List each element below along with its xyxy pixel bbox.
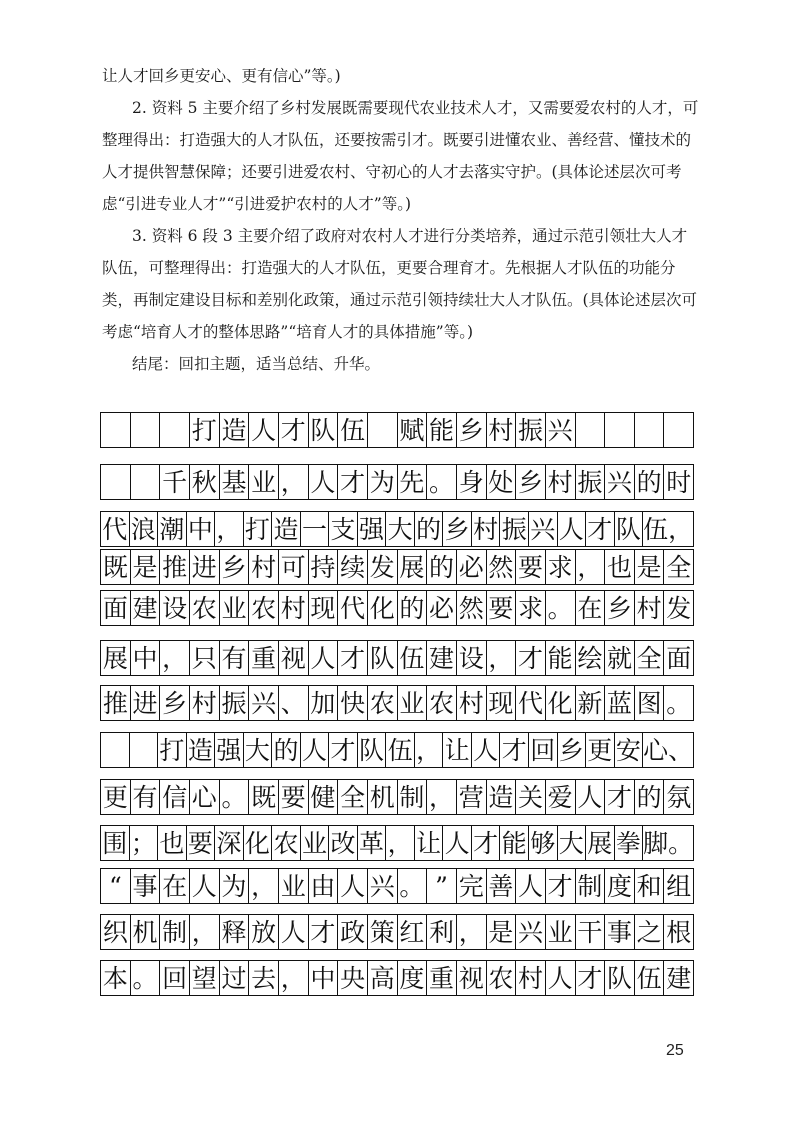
grid-cell: 才 <box>546 869 576 903</box>
grid-cell <box>101 413 131 447</box>
grid-cell: 推 <box>101 686 131 720</box>
grid-row <box>100 590 694 626</box>
grid-cell: 视 <box>279 641 309 675</box>
grid-cell: 振 <box>220 686 250 720</box>
grid-cell: 求 <box>516 591 546 625</box>
grid-cell: 是 <box>131 550 161 584</box>
grid-row <box>100 825 694 861</box>
grid-cell: 才 <box>338 641 368 675</box>
grid-cell <box>131 465 161 499</box>
grid-cell: 浪 <box>130 512 159 546</box>
grid-cell: 才 <box>279 413 309 447</box>
grid-cell: 望 <box>190 961 220 995</box>
grid-row <box>100 511 694 547</box>
grid-cell: 。 <box>220 780 250 814</box>
grid-cell: 农 <box>272 826 301 860</box>
grid-cell: 队 <box>605 961 635 995</box>
grid-cell: 可 <box>279 550 309 584</box>
grid-cell: 图 <box>635 686 665 720</box>
grid-cell <box>101 733 130 767</box>
grid-cell: 展 <box>398 550 428 584</box>
grid-cell: 现 <box>309 591 339 625</box>
grid-cell: 人 <box>309 465 339 499</box>
grid-cell: 进 <box>131 686 161 720</box>
grid-cell: 中 <box>131 641 161 675</box>
grid-cell: 造 <box>487 780 517 814</box>
grid-cell: 人 <box>279 915 309 949</box>
paragraph-material-6: 3. 资料 6 段 3 主要介绍了政府对农村人才进行分类培养，通过示范引领壮大人才队伍，可整理得出：打造强大的人才队伍，更要合理育才。先根据人才队伍的功能分类，再制定建设目标和差别化政策，通过示范引领持续壮大人才队伍。(具体论述层次可考虑“培育人才的整体思路”“培育人才的具体措施”等。) <box>102 227 698 341</box>
grid-cell: 续 <box>338 550 368 584</box>
grid-cell: 深 <box>215 826 244 860</box>
grid-cell: 就 <box>605 641 635 675</box>
grid-cell: 建 <box>664 961 694 995</box>
grid-cell: 人 <box>309 641 339 675</box>
grid-cell <box>664 413 694 447</box>
grid-cell: 去 <box>249 961 279 995</box>
grid-cell: 业 <box>220 591 250 625</box>
grid-cell: 为 <box>368 465 398 499</box>
grid-cell: 兴 <box>546 413 576 447</box>
grid-cell: 在 <box>160 869 190 903</box>
grid-cell: 发 <box>368 550 398 584</box>
grid-cell: 面 <box>664 641 694 675</box>
grid-cell: 业 <box>249 465 279 499</box>
grid-cell: 回 <box>160 961 190 995</box>
grid-cell: ， <box>279 465 309 499</box>
grid-cell: 振 <box>576 465 606 499</box>
grid-cell: 爱 <box>546 780 576 814</box>
grid-cell: 央 <box>338 961 368 995</box>
grid-cell: 善 <box>487 869 517 903</box>
grid-cell: ； <box>130 826 159 860</box>
paragraph-conclusion: 结尾：回扣主题，适当总结、升华。 <box>132 355 381 373</box>
grid-cell: 队 <box>309 413 339 447</box>
grid-row <box>100 640 694 676</box>
grid-cell: 健 <box>309 780 339 814</box>
grid-cell: 兴 <box>529 512 558 546</box>
grid-cell: 要 <box>279 780 309 814</box>
grid-cell: ， <box>249 869 279 903</box>
grid-cell: 乡 <box>443 512 472 546</box>
grid-cell: 人 <box>472 733 501 767</box>
grid-cell: 人 <box>576 780 606 814</box>
grid-cell <box>368 413 398 447</box>
grid-cell: 围 <box>101 826 130 860</box>
grid-cell: 放 <box>249 915 279 949</box>
grid-cell: 绘 <box>576 641 606 675</box>
grid-cell: 组 <box>664 869 694 903</box>
grid-cell: 村 <box>457 686 487 720</box>
grid-cell: 、 <box>279 686 309 720</box>
grid-cell: 让 <box>415 826 444 860</box>
grid-cell: 才 <box>500 733 529 767</box>
grid-cell: 中 <box>187 512 216 546</box>
paragraph-continuation: 让人才回乡更安心、更有信心”等。) <box>102 67 341 85</box>
grid-cell: 身 <box>457 465 487 499</box>
grid-cell: 策 <box>368 915 398 949</box>
grid-cell: 蓝 <box>605 686 635 720</box>
grid-row <box>100 960 694 996</box>
grid-cell: 乡 <box>160 686 190 720</box>
grid-cell: 乡 <box>605 591 635 625</box>
grid-cell: 时 <box>664 465 694 499</box>
grid-cell: 也 <box>158 826 187 860</box>
grid-cell: 才 <box>329 733 358 767</box>
grid-row <box>100 868 694 904</box>
grid-cell: 够 <box>529 826 558 860</box>
paragraph-material-5: 2. 资料 5 主要介绍了乡村发展既需要现代农业技术人才，又需要爱农村的人才，可整理得出：打造强大的人才队伍，还要按需引才。既要引进懂农业、善经营、懂技术的人才提供智慧保障；还要引进爱农村、守初心的人才去落实守护。(具体论述层次可考虑“引进专业人才”“引进爱护农村的人才”等。) <box>102 99 699 213</box>
grid-cell: 制 <box>160 915 190 949</box>
grid-cell: 中 <box>309 961 339 995</box>
grid-cell: 推 <box>160 550 190 584</box>
grid-cell: ， <box>457 915 487 949</box>
grid-cell: 农 <box>427 686 457 720</box>
grid-cell: 利 <box>427 915 457 949</box>
grid-cell: 的 <box>635 465 665 499</box>
grid-cell: 造 <box>187 733 216 767</box>
grid-cell: 大 <box>558 826 587 860</box>
grid-cell: 完 <box>457 869 487 903</box>
grid-cell: ， <box>190 915 220 949</box>
grid-cell: 村 <box>472 512 501 546</box>
grid-cell: 。 <box>427 465 457 499</box>
grid-cell: 有 <box>220 641 250 675</box>
grid-cell: 代 <box>101 512 130 546</box>
grid-cell: 业 <box>398 686 428 720</box>
grid-cell: 。 <box>546 591 576 625</box>
grid-cell: 的 <box>427 550 457 584</box>
grid-cell: ， <box>215 512 244 546</box>
grid-cell: 才 <box>472 826 501 860</box>
grid-cell: 振 <box>516 413 546 447</box>
grid-cell: 能 <box>500 826 529 860</box>
grid-cell: 重 <box>427 961 457 995</box>
grid-cell <box>130 733 159 767</box>
grid-cell: 营 <box>457 780 487 814</box>
grid-cell: 业 <box>546 915 576 949</box>
grid-cell: 才 <box>605 780 635 814</box>
grid-cell: 兴 <box>516 915 546 949</box>
grid-cell: 展 <box>586 826 615 860</box>
grid-cell: 人 <box>443 826 472 860</box>
grid-cell: 能 <box>427 413 457 447</box>
grid-cell: 拳 <box>615 826 644 860</box>
grid-cell: 只 <box>190 641 220 675</box>
grid-cell: 造 <box>272 512 301 546</box>
grid-cell: 处 <box>487 465 517 499</box>
grid-cell <box>635 413 665 447</box>
grid-cell: 持 <box>309 550 339 584</box>
grid-cell: ， <box>160 641 190 675</box>
grid-cell: 强 <box>358 512 387 546</box>
grid-row <box>100 464 694 500</box>
grid-cell: 加 <box>309 686 339 720</box>
grid-cell: ， <box>386 826 415 860</box>
grid-cell: ， <box>415 733 444 767</box>
grid-cell: 打 <box>244 512 273 546</box>
grid-cell: 能 <box>546 641 576 675</box>
grid-cell: 才 <box>586 512 615 546</box>
grid-cell <box>131 413 161 447</box>
grid-cell: 释 <box>220 915 250 949</box>
grid-row <box>100 549 694 585</box>
grid-cell: 村 <box>190 686 220 720</box>
grid-cell: 安 <box>615 733 644 767</box>
grid-cell: 造 <box>220 413 250 447</box>
grid-cell: 快 <box>338 686 368 720</box>
grid-cell: 人 <box>516 869 546 903</box>
grid-cell: 振 <box>500 512 529 546</box>
grid-cell: 才 <box>516 641 546 675</box>
grid-cell: 是 <box>635 550 665 584</box>
grid-cell: 先 <box>398 465 428 499</box>
grid-cell: 才 <box>309 915 339 949</box>
grid-cell: 一 <box>301 512 330 546</box>
grid-cell: 更 <box>586 733 615 767</box>
grid-cell: 也 <box>605 550 635 584</box>
grid-cell: 让 <box>443 733 472 767</box>
grid-cell: 伍 <box>398 641 428 675</box>
grid-cell: 人 <box>190 869 220 903</box>
grid-cell: ， <box>487 641 517 675</box>
grid-cell: 更 <box>101 780 131 814</box>
grid-cell <box>101 465 131 499</box>
grid-cell: 潮 <box>158 512 187 546</box>
grid-cell: 农 <box>249 591 279 625</box>
grid-cell: 全 <box>338 780 368 814</box>
grid-cell: 脚。 <box>643 826 694 860</box>
grid-cell: 机 <box>131 915 161 949</box>
grid-cell: 农 <box>190 591 220 625</box>
grid-cell: 政 <box>338 915 368 949</box>
grid-cell: 面 <box>101 591 131 625</box>
grid-cell: 事 <box>131 869 161 903</box>
grid-cell: 制 <box>398 780 428 814</box>
grid-cell: 村 <box>487 413 517 447</box>
grid-cell: 有 <box>131 780 161 814</box>
grid-cell: 村 <box>279 591 309 625</box>
grid-row <box>100 914 694 950</box>
grid-cell: 心、 <box>643 733 694 767</box>
grid-row <box>100 412 694 448</box>
grid-cell: 业 <box>301 826 330 860</box>
grid-cell: 进 <box>190 550 220 584</box>
grid-cell: 要 <box>516 550 546 584</box>
grid-cell: 由 <box>309 869 339 903</box>
grid-cell: 大 <box>386 512 415 546</box>
grid-cell: 必 <box>457 550 487 584</box>
grid-cell: ， <box>576 550 606 584</box>
grid-cell: 机 <box>368 780 398 814</box>
grid-cell: 的 <box>635 780 665 814</box>
grid-cell: 乡 <box>516 465 546 499</box>
grid-cell: 农 <box>368 686 398 720</box>
grid-cell: 要 <box>187 826 216 860</box>
grid-cell: 乡 <box>457 413 487 447</box>
grid-cell: 基 <box>220 465 250 499</box>
grid-cell: 高 <box>368 961 398 995</box>
grid-cell: 全 <box>664 550 694 584</box>
grid-cell: 必 <box>427 591 457 625</box>
grid-cell: 心 <box>190 780 220 814</box>
grid-cell: 根 <box>664 915 694 949</box>
grid-cell: 才 <box>576 961 606 995</box>
grid-cell: 氛 <box>664 780 694 814</box>
grid-cell: 化 <box>546 686 576 720</box>
grid-cell: 兴 <box>249 686 279 720</box>
grid-cell: 然 <box>487 550 517 584</box>
grid-cell: 织 <box>101 915 131 949</box>
grid-cell: 业 <box>279 869 309 903</box>
grid-cell: 兴 <box>368 869 398 903</box>
grid-cell: 设 <box>457 641 487 675</box>
grid-cell: 视 <box>457 961 487 995</box>
grid-cell: 过 <box>220 961 250 995</box>
grid-cell: 然 <box>457 591 487 625</box>
grid-cell: 打 <box>190 413 220 447</box>
grid-cell: 。 <box>398 869 428 903</box>
grid-cell: 现 <box>487 686 517 720</box>
grid-cell: 发 <box>664 591 694 625</box>
grid-cell: 的 <box>415 512 444 546</box>
grid-cell: 打 <box>158 733 187 767</box>
grid-cell: 革 <box>358 826 387 860</box>
grid-cell: 农 <box>487 961 517 995</box>
grid-cell: 村 <box>546 465 576 499</box>
grid-cell: 建 <box>131 591 161 625</box>
grid-cell: 强 <box>215 733 244 767</box>
grid-cell: 既 <box>249 780 279 814</box>
grid-cell: 人 <box>338 869 368 903</box>
grid-cell: 才 <box>338 465 368 499</box>
grid-cell: 重 <box>249 641 279 675</box>
grid-cell: 。 <box>131 961 161 995</box>
grid-cell: 展 <box>101 641 131 675</box>
grid-cell: 千 <box>160 465 190 499</box>
grid-cell: ， <box>427 780 457 814</box>
grid-cell: 的 <box>272 733 301 767</box>
grid-cell <box>576 413 606 447</box>
grid-cell: 化 <box>368 591 398 625</box>
grid-cell: 度 <box>605 869 635 903</box>
grid-cell: 的 <box>398 591 428 625</box>
grid-cell: 伍， <box>643 512 694 546</box>
grid-cell: 人 <box>301 733 330 767</box>
grid-cell: 关 <box>516 780 546 814</box>
grid-cell: 制 <box>576 869 606 903</box>
grid-cell <box>605 413 635 447</box>
grid-cell: 支 <box>329 512 358 546</box>
grid-cell: 干 <box>576 915 606 949</box>
grid-row <box>100 779 694 815</box>
grid-cell: 赋 <box>398 413 428 447</box>
grid-cell: 改 <box>329 826 358 860</box>
grid-row <box>100 685 694 721</box>
grid-cell: 队 <box>358 733 387 767</box>
grid-cell: 在 <box>576 591 606 625</box>
grid-cell: 队 <box>615 512 644 546</box>
grid-cell: 度 <box>398 961 428 995</box>
grid-cell: 事 <box>605 915 635 949</box>
grid-cell: 之 <box>635 915 665 949</box>
grid-cell: 伍 <box>386 733 415 767</box>
grid-cell: 乡 <box>558 733 587 767</box>
grid-cell: 。 <box>664 686 694 720</box>
grid-cell: 设 <box>160 591 190 625</box>
grid-cell: 建 <box>427 641 457 675</box>
grid-cell: 伍 <box>635 961 665 995</box>
grid-cell: 化 <box>244 826 273 860</box>
grid-row <box>100 732 694 768</box>
grid-cell: ” <box>427 869 457 903</box>
grid-cell: ， <box>279 961 309 995</box>
grid-cell: 大 <box>244 733 273 767</box>
grid-cell <box>160 413 190 447</box>
grid-cell: 乡 <box>220 550 250 584</box>
grid-cell: 伍 <box>338 413 368 447</box>
grid-cell: 红 <box>398 915 428 949</box>
grid-cell: 代 <box>338 591 368 625</box>
grid-cell: 本 <box>101 961 131 995</box>
grid-cell: 秋 <box>190 465 220 499</box>
grid-cell: 既 <box>101 550 131 584</box>
grid-cell: 和 <box>635 869 665 903</box>
grid-cell: 为 <box>220 869 250 903</box>
grid-cell: 要 <box>487 591 517 625</box>
grid-cell: 代 <box>516 686 546 720</box>
grid-cell: 村 <box>249 550 279 584</box>
grid-cell: 求 <box>546 550 576 584</box>
grid-cell: 村 <box>635 591 665 625</box>
grid-cell: 全 <box>635 641 665 675</box>
grid-cell: 人 <box>558 512 587 546</box>
grid-cell: 回 <box>529 733 558 767</box>
grid-cell: 新 <box>576 686 606 720</box>
grid-cell: 兴 <box>605 465 635 499</box>
page-number: 25 <box>666 1042 684 1059</box>
grid-cell: 人 <box>546 961 576 995</box>
grid-cell: 人 <box>249 413 279 447</box>
grid-cell: 是 <box>487 915 517 949</box>
grid-cell: 信 <box>160 780 190 814</box>
grid-cell: 村 <box>516 961 546 995</box>
grid-cell: “ <box>101 869 131 903</box>
grid-cell: 队 <box>368 641 398 675</box>
